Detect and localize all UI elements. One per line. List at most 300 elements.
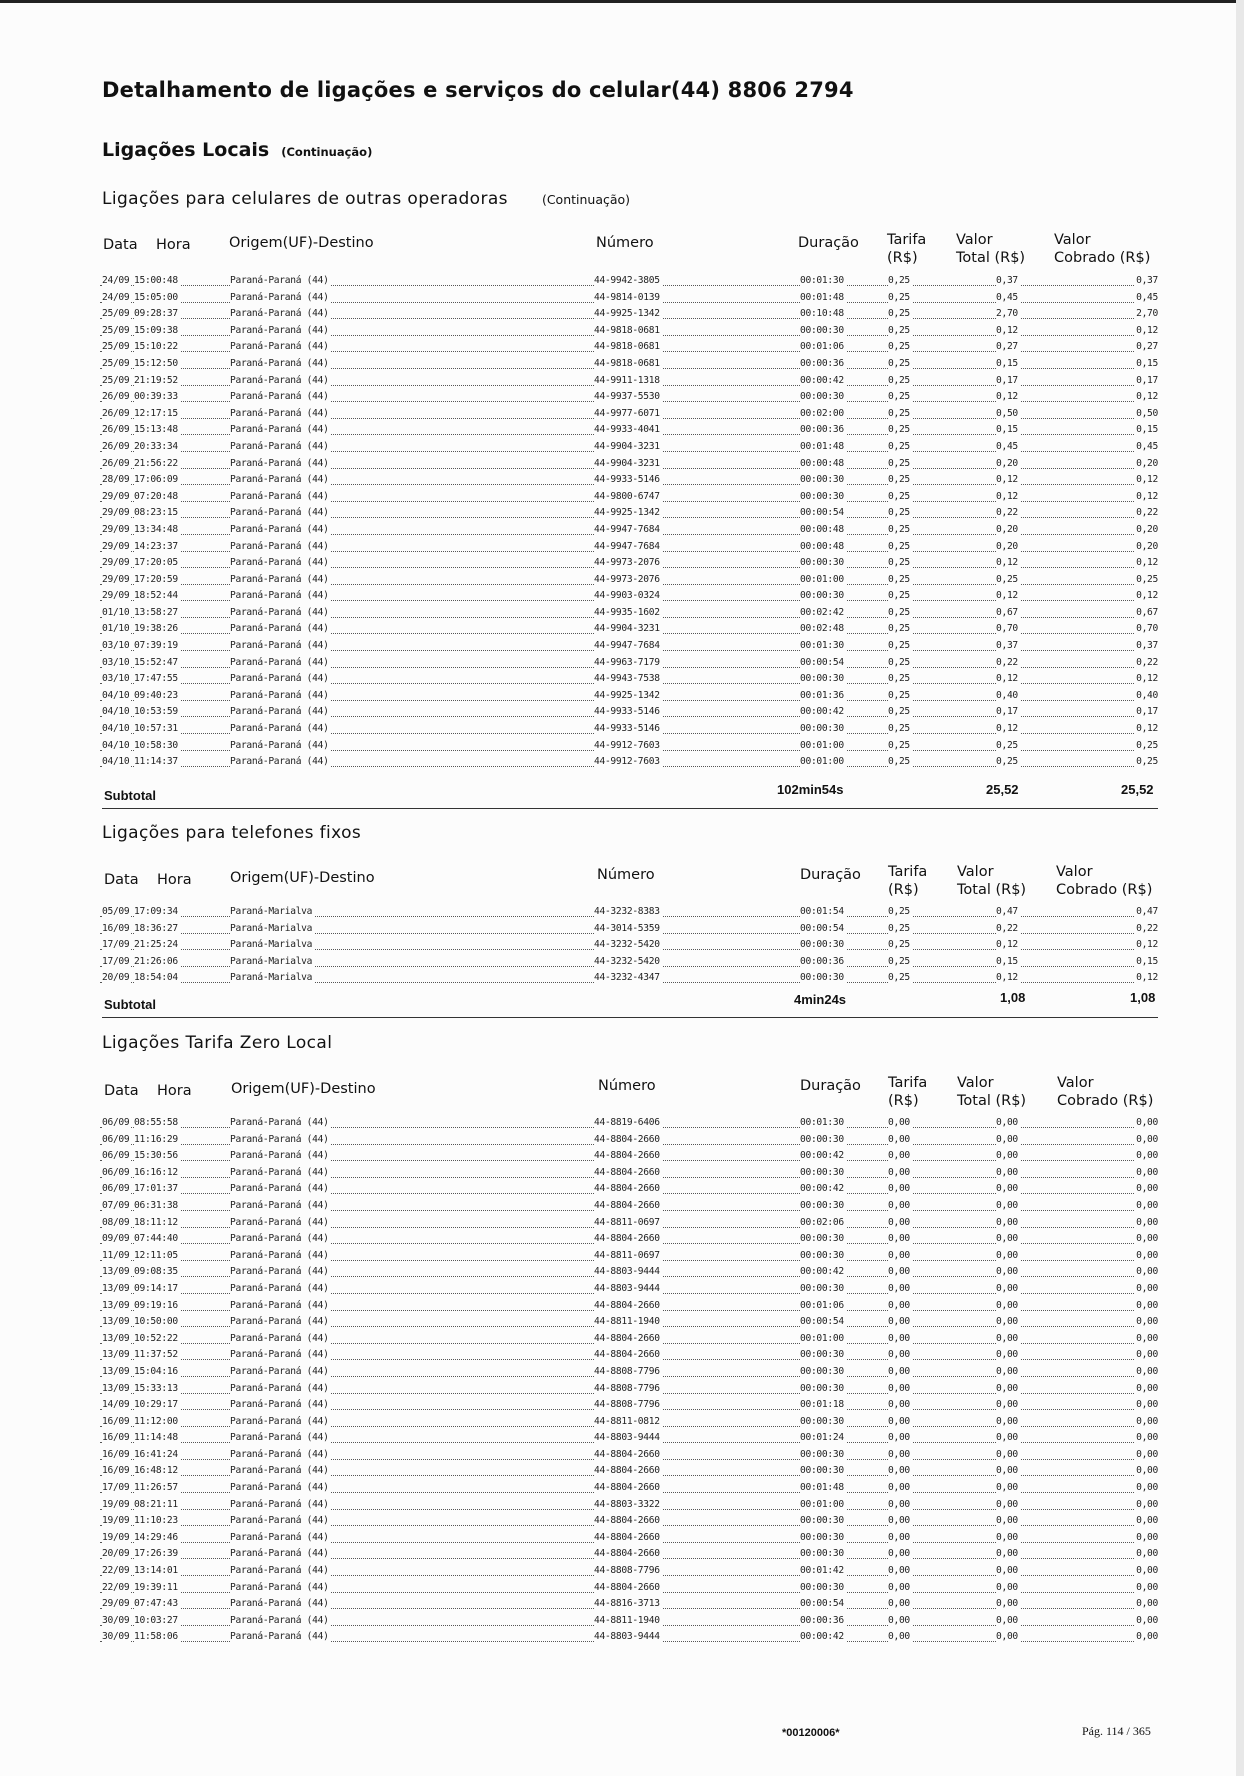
cell-charged: 0,12: [1136, 557, 1158, 569]
cell-tariff: 0,25: [888, 756, 910, 768]
cell-time: 08:55:58: [134, 1117, 178, 1128]
cell-date: 16/09: [102, 922, 130, 934]
cell-tariff: 0,25: [888, 590, 910, 602]
cell-time: 20:33:34: [134, 440, 178, 452]
cell-charged: 0,00: [1136, 1614, 1158, 1626]
cell-origin: Paraná-Paraná (44): [230, 739, 329, 751]
cell-number: 44-9818-0681: [594, 324, 660, 336]
cell-date: 19/09: [102, 1498, 130, 1510]
cell-origin: Paraná-Paraná (44): [230, 656, 329, 668]
cell-number: 44-9911-1318: [594, 374, 660, 386]
cell-total: 0,00: [996, 1299, 1018, 1311]
col-total-l2: Total (R$): [957, 882, 1027, 898]
cell-number: 44-9912-7603: [594, 756, 660, 768]
cell-duration: 00:00:30: [800, 673, 844, 685]
cell-tariff: 0,25: [888, 706, 910, 718]
cell-origin: Paraná-Paraná (44): [230, 1498, 329, 1510]
cell-time: 11:14:48: [134, 1432, 178, 1444]
cell-origin: Paraná-Paraná (44): [230, 1199, 329, 1211]
cell-duration: 00:01:30: [800, 640, 844, 652]
cell-number: 44-8808-7796: [594, 1399, 660, 1411]
cell-number: 44-9903-0324: [594, 590, 660, 602]
cell-number: 44-8804-2660: [594, 1482, 660, 1494]
col-total: [957, 863, 1026, 899]
cell-number: 44-8811-0697: [594, 1249, 660, 1261]
cell-charged: 0,17: [1136, 374, 1158, 386]
cell-date: 25/09: [102, 341, 130, 353]
table-row: [100, 1165, 1158, 1182]
cell-duration: 00:01:36: [800, 689, 844, 701]
cell-origin: Paraná-Paraná (44): [230, 1415, 329, 1427]
cell-date: 14/09: [102, 1399, 130, 1411]
cell-tariff: 0,25: [888, 490, 910, 502]
cell-time: 09:08:35: [134, 1266, 178, 1278]
cell-tariff: 0,00: [888, 1332, 910, 1344]
cell-total: 0,37: [996, 640, 1018, 652]
cell-charged: 0,47: [1136, 906, 1158, 917]
cell-date: 16/09: [102, 1415, 130, 1427]
cell-date: 25/09: [102, 324, 130, 336]
cell-origin: Paraná-Paraná (44): [230, 1531, 329, 1543]
cell-charged: 0,00: [1136, 1133, 1158, 1145]
table-row: [100, 671, 1158, 688]
cell-duration: 00:01:00: [800, 756, 844, 768]
cell-total: 0,00: [996, 1598, 1018, 1610]
cell-duration: 00:00:54: [800, 1316, 844, 1328]
cell-time: 16:16:12: [134, 1166, 178, 1178]
cell-time: 13:14:01: [134, 1565, 178, 1577]
cell-time: 21:56:22: [134, 457, 178, 469]
cell-total: 0,00: [996, 1365, 1018, 1377]
cell-date: 06/09: [102, 1183, 130, 1195]
cell-duration: 00:01:30: [800, 1117, 844, 1128]
table-row: [100, 688, 1158, 705]
cell-charged: 2,70: [1136, 308, 1158, 320]
cell-tariff: 0,25: [888, 739, 910, 751]
cell-date: 29/09: [102, 557, 130, 569]
cell-charged: 0,00: [1136, 1166, 1158, 1178]
cell-origin: Paraná-Paraná (44): [230, 673, 329, 685]
cell-total: 0,00: [996, 1515, 1018, 1527]
cell-date: 29/09: [102, 590, 130, 602]
cell-charged: 0,00: [1136, 1482, 1158, 1494]
cell-charged: 0,00: [1136, 1299, 1158, 1311]
cell-origin: Paraná-Paraná (44): [230, 440, 329, 452]
cell-date: 13/09: [102, 1266, 130, 1278]
table-row: [100, 921, 1158, 938]
cell-total: 0,12: [996, 723, 1018, 735]
cell-date: 26/09: [102, 440, 130, 452]
cell-charged: 0,15: [1136, 424, 1158, 436]
col-time: Hora: [157, 872, 192, 888]
cell-tariff: 0,00: [888, 1183, 910, 1195]
page-right-edge: [1236, 0, 1244, 1776]
cell-total: 0,12: [996, 490, 1018, 502]
cell-duration: 00:00:54: [800, 507, 844, 519]
cell-total: 0,00: [996, 1565, 1018, 1577]
col-charged-l2: Cobrado (R$): [1057, 1093, 1154, 1109]
cell-duration: 00:01:54: [800, 906, 844, 917]
cell-time: 08:23:15: [134, 507, 178, 519]
col-charged-l1: Valor: [1057, 1075, 1094, 1091]
cell-total: 0,00: [996, 1150, 1018, 1162]
cell-date: 04/10: [102, 706, 130, 718]
cell-time: 09:28:37: [134, 308, 178, 320]
cell-total: 0,22: [996, 922, 1018, 934]
cell-duration: 00:00:42: [800, 706, 844, 718]
cell-total: 0,40: [996, 689, 1018, 701]
cell-total: 0,27: [996, 341, 1018, 353]
cell-origin: Paraná-Paraná (44): [230, 291, 329, 303]
cell-tariff: 0,25: [888, 606, 910, 618]
col-duration: Duração: [798, 235, 859, 251]
cell-total: 0,25: [996, 573, 1018, 585]
col-total-l2: Total (R$): [956, 250, 1026, 266]
col-charged: [1056, 863, 1152, 899]
cell-charged: 0,12: [1136, 590, 1158, 602]
cell-date: 13/09: [102, 1349, 130, 1361]
col-origin: Origem(UF)-Destino: [229, 235, 374, 251]
table-row: [100, 1181, 1158, 1198]
cell-total: 0,15: [996, 955, 1018, 967]
cell-origin: Paraná-Marialva: [230, 939, 313, 951]
cell-tariff: 0,25: [888, 955, 910, 967]
cell-number: 44-9942-3805: [594, 275, 660, 286]
cell-charged: 0,00: [1136, 1631, 1158, 1643]
cell-total: 0,00: [996, 1382, 1018, 1394]
cell-origin: Paraná-Paraná (44): [230, 1382, 329, 1394]
table-row: [100, 954, 1158, 971]
cell-date: 11/09: [102, 1249, 130, 1261]
col-number: Número: [598, 1078, 656, 1094]
col-duration: Duração: [800, 867, 861, 883]
cell-charged: 0,67: [1136, 606, 1158, 618]
col-origin: Origem(UF)-Destino: [231, 1081, 376, 1097]
cell-total: 0,00: [996, 1183, 1018, 1195]
table-row: [100, 389, 1158, 406]
cell-origin: Paraná-Paraná (44): [230, 457, 329, 469]
cell-date: 06/09: [102, 1166, 130, 1178]
cell-date: 25/09: [102, 357, 130, 369]
cell-duration: 00:00:30: [800, 391, 844, 403]
cell-origin: Paraná-Paraná (44): [230, 1133, 329, 1145]
cell-charged: 0,20: [1136, 540, 1158, 552]
cell-number: 44-8803-9444: [594, 1282, 660, 1294]
cell-origin: Paraná-Paraná (44): [230, 723, 329, 735]
cell-date: 04/10: [102, 689, 130, 701]
cell-duration: 00:00:30: [800, 324, 844, 336]
cell-charged: 0,12: [1136, 972, 1158, 984]
col-date: Data: [104, 1083, 139, 1099]
cell-origin: Paraná-Paraná (44): [230, 1631, 329, 1643]
rows-mobile: [100, 273, 1158, 771]
cell-tariff: 0,25: [888, 308, 910, 320]
group-note: (Continuação): [541, 192, 631, 207]
cell-time: 07:44:40: [134, 1233, 178, 1245]
cell-number: 44-8804-2660: [594, 1515, 660, 1527]
cell-time: 15:00:48: [134, 275, 178, 286]
table-row: [100, 1513, 1158, 1530]
cell-total: 0,12: [996, 557, 1018, 569]
cell-duration: 00:00:30: [800, 490, 844, 502]
cell-total: 0,15: [996, 357, 1018, 369]
cell-total: 0,12: [996, 939, 1018, 951]
cell-origin: Paraná-Paraná (44): [230, 324, 329, 336]
cell-charged: 0,00: [1136, 1150, 1158, 1162]
cell-duration: 00:01:00: [800, 573, 844, 585]
table-row: [100, 605, 1158, 622]
cell-time: 12:11:05: [134, 1249, 178, 1261]
cell-total: 0,22: [996, 656, 1018, 668]
cell-total: 0,00: [996, 1332, 1018, 1344]
cell-duration: 00:00:36: [800, 424, 844, 436]
table-row: [100, 1298, 1158, 1315]
cell-charged: 0,00: [1136, 1117, 1158, 1128]
cell-number: 44-8804-2660: [594, 1199, 660, 1211]
cell-tariff: 0,25: [888, 906, 910, 917]
cell-tariff: 0,00: [888, 1531, 910, 1543]
cell-time: 15:13:48: [134, 424, 178, 436]
cell-number: 44-9933-5146: [594, 706, 660, 718]
col-charged-l1: Valor: [1056, 864, 1093, 880]
cell-duration: 00:00:30: [800, 1199, 844, 1211]
cell-origin: Paraná-Paraná (44): [230, 308, 329, 320]
table-row: [100, 1264, 1158, 1281]
table-row: [100, 339, 1158, 356]
cell-number: 44-9947-7684: [594, 640, 660, 652]
cell-time: 07:39:19: [134, 640, 178, 652]
document-code: *00120006*: [782, 1727, 840, 1739]
cell-duration: 00:00:30: [800, 939, 844, 951]
cell-time: 06:31:38: [134, 1199, 178, 1211]
cell-tariff: 0,00: [888, 1448, 910, 1460]
cell-total: 0,12: [996, 391, 1018, 403]
cell-duration: 00:00:30: [800, 474, 844, 486]
cell-date: 20/09: [102, 972, 130, 984]
cell-tariff: 0,25: [888, 507, 910, 519]
cell-number: 44-9912-7603: [594, 739, 660, 751]
cell-tariff: 0,25: [888, 540, 910, 552]
cell-duration: 00:00:30: [800, 1515, 844, 1527]
cell-charged: 0,00: [1136, 1448, 1158, 1460]
table-row: [100, 1580, 1158, 1597]
cell-charged: 0,22: [1136, 922, 1158, 934]
divider: [102, 1017, 1158, 1018]
group-title-zero: Ligações Tarifa Zero Local: [102, 1033, 333, 1053]
cell-time: 10:03:27: [134, 1614, 178, 1626]
col-charged: [1054, 231, 1150, 267]
cell-total: 0,00: [996, 1614, 1018, 1626]
cell-charged: 0,22: [1136, 507, 1158, 519]
col-time: Hora: [156, 237, 191, 253]
cell-date: 26/09: [102, 424, 130, 436]
col-tariff-l2: (R$): [888, 1093, 919, 1109]
cell-tariff: 0,00: [888, 1399, 910, 1411]
cell-tariff: 0,25: [888, 291, 910, 303]
cell-date: 03/10: [102, 656, 130, 668]
cell-origin: Paraná-Paraná (44): [230, 1249, 329, 1261]
cell-total: 0,00: [996, 1531, 1018, 1543]
cell-origin: Paraná-Paraná (44): [230, 1515, 329, 1527]
cell-duration: 00:01:06: [800, 341, 844, 353]
cell-date: 16/09: [102, 1465, 130, 1477]
cell-origin: Paraná-Paraná (44): [230, 275, 329, 286]
cell-tariff: 0,25: [888, 374, 910, 386]
cell-total: 0,67: [996, 606, 1018, 618]
cell-date: 04/10: [102, 723, 130, 735]
cell-charged: 0,22: [1136, 656, 1158, 668]
cell-time: 17:01:37: [134, 1183, 178, 1195]
cell-origin: Paraná-Paraná (44): [230, 1614, 329, 1626]
cell-number: 44-9947-7684: [594, 540, 660, 552]
cell-total: 0,12: [996, 590, 1018, 602]
section-title: [102, 139, 372, 161]
cell-tariff: 0,25: [888, 939, 910, 951]
cell-time: 15:05:00: [134, 291, 178, 303]
col-duration: Duração: [800, 1078, 861, 1094]
cell-tariff: 0,00: [888, 1166, 910, 1178]
cell-charged: 0,00: [1136, 1199, 1158, 1211]
table-row: [100, 1314, 1158, 1331]
cell-number: 44-8804-2660: [594, 1150, 660, 1162]
cell-origin: Paraná-Paraná (44): [230, 1365, 329, 1377]
cell-number: 44-8811-1940: [594, 1316, 660, 1328]
cell-tariff: 0,00: [888, 1415, 910, 1427]
cell-origin: Paraná-Paraná (44): [230, 407, 329, 419]
cell-date: 22/09: [102, 1565, 130, 1577]
cell-total: 0,00: [996, 1548, 1018, 1560]
cell-number: 44-8811-0697: [594, 1216, 660, 1228]
cell-origin: Paraná-Paraná (44): [230, 1332, 329, 1344]
cell-date: 17/09: [102, 939, 130, 951]
cell-duration: 00:02:06: [800, 1216, 844, 1228]
table-row: [100, 572, 1158, 589]
cell-date: 29/09: [102, 523, 130, 535]
cell-duration: 00:00:30: [800, 1166, 844, 1178]
cell-number: 44-8803-3322: [594, 1498, 660, 1510]
cell-duration: 00:01:24: [800, 1432, 844, 1444]
cell-tariff: 0,00: [888, 1565, 910, 1577]
cell-origin: Paraná-Paraná (44): [230, 391, 329, 403]
cell-duration: 00:00:36: [800, 357, 844, 369]
cell-number: 44-3232-5420: [594, 939, 660, 951]
cell-total: 0,45: [996, 291, 1018, 303]
cell-tariff: 0,00: [888, 1117, 910, 1128]
cell-time: 17:47:55: [134, 673, 178, 685]
cell-date: 17/09: [102, 955, 130, 967]
table-row: [100, 1198, 1158, 1215]
cell-tariff: 0,25: [888, 357, 910, 369]
col-tariff-l1: Tarifa: [888, 864, 928, 880]
cell-duration: 00:00:30: [800, 1382, 844, 1394]
cell-time: 09:14:17: [134, 1282, 178, 1294]
cell-duration: 00:00:30: [800, 557, 844, 569]
cell-tariff: 0,25: [888, 391, 910, 403]
cell-tariff: 0,00: [888, 1581, 910, 1593]
cell-charged: 0,00: [1136, 1332, 1158, 1344]
cell-date: 05/09: [102, 906, 130, 917]
cell-charged: 0,45: [1136, 291, 1158, 303]
cell-number: 44-9977-6071: [594, 407, 660, 419]
cell-time: 15:10:22: [134, 341, 178, 353]
cell-total: 0,70: [996, 623, 1018, 635]
table-row: [100, 555, 1158, 572]
cell-duration: 00:01:00: [800, 739, 844, 751]
cell-tariff: 0,25: [888, 656, 910, 668]
cell-origin: Paraná-Paraná (44): [230, 1399, 329, 1411]
cell-duration: 00:02:42: [800, 606, 844, 618]
cell-total: 0,00: [996, 1316, 1018, 1328]
cell-time: 18:36:27: [134, 922, 178, 934]
cell-charged: 0,00: [1136, 1282, 1158, 1294]
cell-duration: 00:00:30: [800, 590, 844, 602]
cell-number: 44-3232-5420: [594, 955, 660, 967]
cell-origin: Paraná-Paraná (44): [230, 357, 329, 369]
cell-date: 29/09: [102, 540, 130, 552]
cell-date: 29/09: [102, 573, 130, 585]
cell-charged: 0,00: [1136, 1581, 1158, 1593]
cell-date: 26/09: [102, 407, 130, 419]
table-row: [100, 406, 1158, 423]
cell-origin: Paraná-Paraná (44): [230, 1117, 329, 1128]
table-row: [100, 306, 1158, 323]
cell-origin: Paraná-Paraná (44): [230, 573, 329, 585]
cell-origin: Paraná-Paraná (44): [230, 523, 329, 535]
cell-time: 11:14:37: [134, 756, 178, 768]
cell-number: 44-8804-2660: [594, 1133, 660, 1145]
cell-number: 44-9925-1342: [594, 689, 660, 701]
table-row: [100, 1596, 1158, 1613]
cell-duration: 00:01:48: [800, 440, 844, 452]
cell-total: 0,00: [996, 1233, 1018, 1245]
cell-time: 17:20:59: [134, 573, 178, 585]
cell-total: 0,50: [996, 407, 1018, 419]
cell-origin: Paraná-Paraná (44): [230, 1349, 329, 1361]
cell-number: 44-9973-2076: [594, 573, 660, 585]
col-tariff-l2: (R$): [887, 250, 918, 266]
cell-total: 0,12: [996, 972, 1018, 984]
page-number: Pág. 114 / 365: [1082, 1724, 1151, 1738]
cell-total: 0,00: [996, 1498, 1018, 1510]
cell-tariff: 0,25: [888, 557, 910, 569]
cell-charged: 0,00: [1136, 1548, 1158, 1560]
cell-date: 20/09: [102, 1548, 130, 1560]
cell-origin: Paraná-Paraná (44): [230, 1282, 329, 1294]
col-tariff: [887, 231, 926, 267]
cell-time: 17:26:39: [134, 1548, 178, 1560]
table-row: [100, 472, 1158, 489]
col-total-l1: Valor: [956, 232, 993, 248]
cell-time: 10:57:31: [134, 723, 178, 735]
cell-time: 15:33:13: [134, 1382, 178, 1394]
cell-number: 44-9933-4041: [594, 424, 660, 436]
cell-origin: Paraná-Paraná (44): [230, 606, 329, 618]
cell-number: 44-8811-1940: [594, 1614, 660, 1626]
cell-number: 44-9933-5146: [594, 474, 660, 486]
cell-total: 0,00: [996, 1432, 1018, 1444]
cell-total: 0,20: [996, 523, 1018, 535]
cell-time: 15:04:16: [134, 1365, 178, 1377]
cell-number: 44-8804-2660: [594, 1332, 660, 1344]
cell-number: 44-9937-5530: [594, 391, 660, 403]
cell-duration: 00:00:30: [800, 1465, 844, 1477]
cell-duration: 00:00:48: [800, 540, 844, 552]
cell-time: 12:17:15: [134, 407, 178, 419]
cell-date: 06/09: [102, 1150, 130, 1162]
cell-tariff: 0,00: [888, 1316, 910, 1328]
cell-time: 10:53:59: [134, 706, 178, 718]
cell-duration: 00:02:48: [800, 623, 844, 635]
